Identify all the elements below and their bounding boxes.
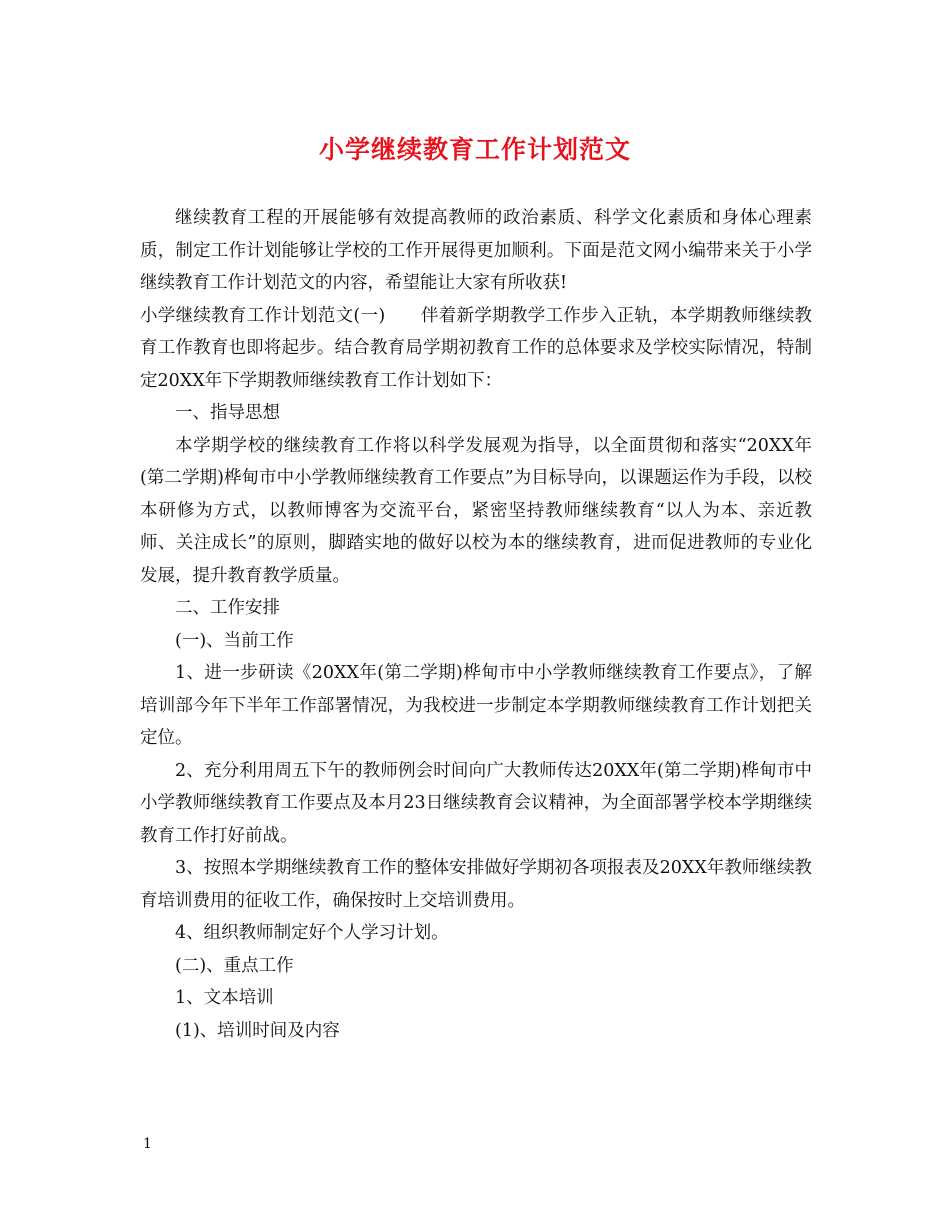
key-work-item-1: 1、文本培训 bbox=[175, 988, 274, 1008]
section-heading-work-arrangement: 二、工作安排 bbox=[175, 598, 280, 618]
page-number: 1 bbox=[143, 1136, 152, 1152]
document-body bbox=[140, 202, 812, 1047]
subsection-heading-key-work: (二)、重点工作 bbox=[175, 955, 294, 976]
current-work-item-4: 4、组织教师制定好个人学习计划。 bbox=[175, 923, 449, 943]
plan-one-paragraph: 小学继续教育工作计划范文(一) 伴着新学期教学工作步入正轨，本学期教师继续教育工作教育也即将起步。结合教育局学期初教育工作的总体要求及学校实际情况，特制定20XX年下学期教师继续教育工作计划如下： bbox=[140, 305, 812, 391]
current-work-item-3: 3、按照本学期继续教育工作的整体安排做好学期初各项报表及20XX年教师继续教育培训费用的征收工作，确保按时上交培训费用。 bbox=[140, 858, 812, 911]
section-heading-guiding-thought: 一、指导思想 bbox=[175, 403, 280, 423]
current-work-item-1: 1、进一步研读《20XX年(第二学期)桦甸市中小学教师继续教育工作要点》，了解培训部今年下半年工作部署情况，为我校进一步制定本学期教师继续教育工作计划把关定位。 bbox=[140, 663, 812, 748]
current-work-item-2: 2、充分利用周五下午的教师例会时间向广大教师传达20XX年(第二学期)桦甸市中小学教师继续教育工作要点及本月23日继续教育会议精神，为全面部署学校本学期继续教育工作打好前战。 bbox=[140, 760, 812, 846]
intro-paragraph: 继续教育工程的开展能够有效提高教师的政治素质、科学文化素质和身体心理素质，制定工作计划能够让学校的工作开展得更加顺利。下面是范文网小编带来关于小学继续教育工作计划范文的内容，希望能让大家有所收获! bbox=[140, 208, 812, 293]
document-title: 小学继续教育工作计划范文 bbox=[318, 135, 631, 164]
key-work-subitem-1: (1)、培训时间及内容 bbox=[175, 1020, 340, 1041]
subsection-heading-current-work: (一)、当前工作 bbox=[175, 630, 294, 651]
guiding-thought-paragraph: 本学期学校的继续教育工作将以科学发展观为指导，以全面贯彻和落实“20XX年(第二学期)桦甸市中小学教师继续教育工作要点”为目标导向，以课题运作为手段，以校本研修为方式，以教师博客为交流平台，紧密坚持教师继续教育“以人为本、亲近教师、关注成长”的原则，脚踏实地的做好以校为本的继续教育，进而促进教师的专业化发展，提升教育教学质量。 bbox=[140, 435, 812, 586]
